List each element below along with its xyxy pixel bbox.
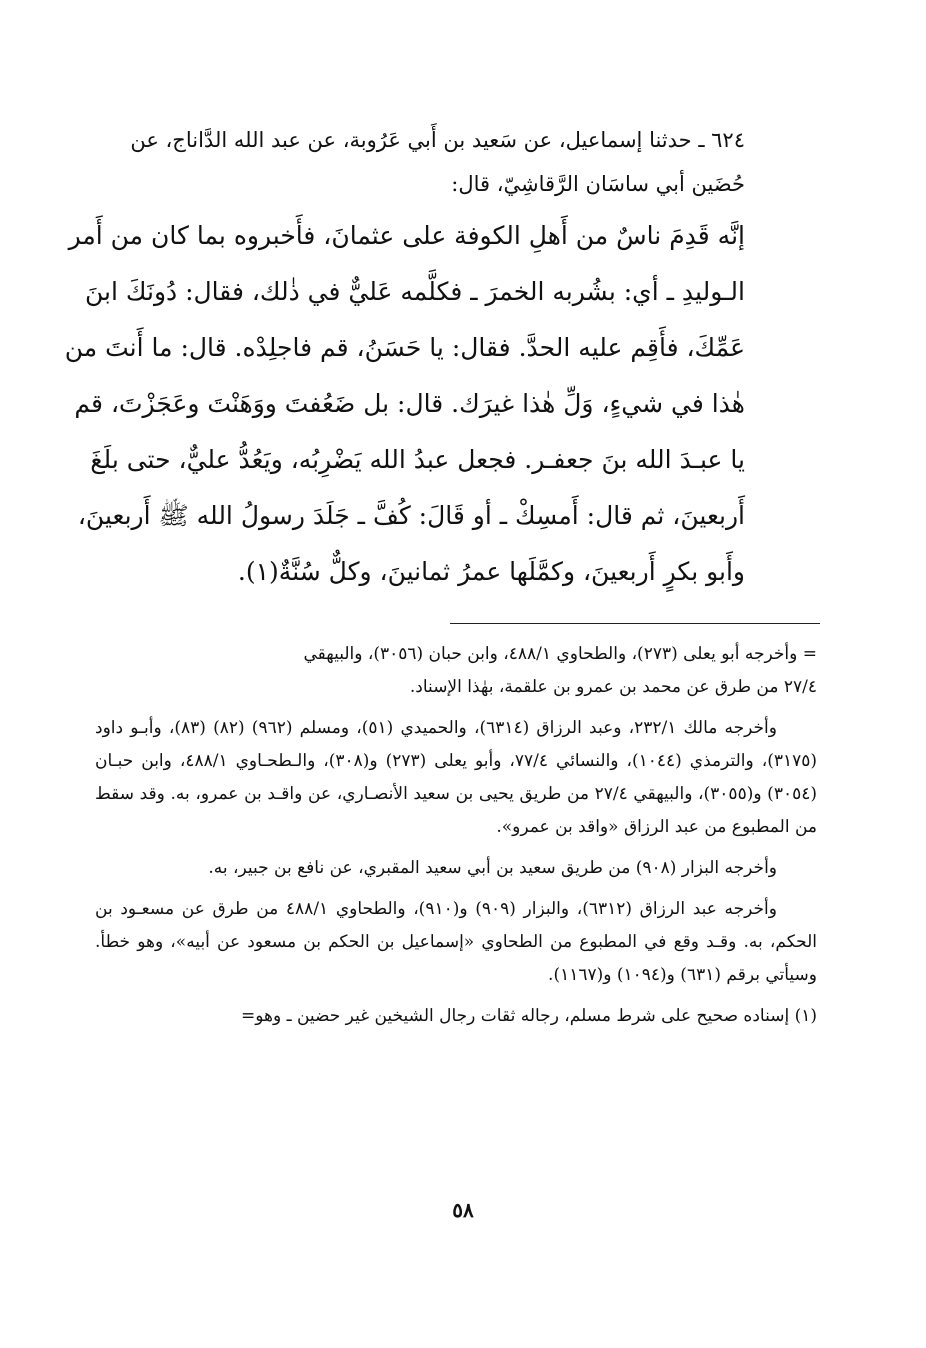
isnad-line-1: ٦٢٤ ـ حدثنا إسماعيل، عن سَعيد بن أَبي عَرُوبة، عن عبد الله الدَّاناج، عن bbox=[130, 128, 745, 152]
isnad-line-2: حُضَين أبي ساسَان الرَّقاشِيّ، قال: bbox=[451, 172, 745, 196]
hadith-line: عَمِّكَ، فأَقِم عليه الحدَّ. فقال: يا حَسَنُ، قم فاجلِدْه. قال: ما أَنتَ من bbox=[64, 333, 745, 362]
footnote-paragraph: وأخرجه البزار (٩٠٨) من طريق سعيد بن أبي سعيد المقبري، عن نافع بن جبير، به. bbox=[208, 858, 777, 878]
footnote-note-1: (١) إسناده صحيح على شرط مسلم، رجاله ثقات رجال الشيخين غير حضين ـ وهو= bbox=[240, 1006, 817, 1026]
footnote-paragraph: وأخرجه عبد الرزاق (٦٣١٢)، والبزار (٩٠٩) و(٩١٠)، والطحاوي ٤٨٨/١ من طرق عن مسعـود بن الحكم، به. وقـد وقع في المطبوع من الطحاوي «إسماعيل بن الحكم بن مسعود عن أبيه»، وهو خطأ. وسيأتي برقم (٦٣١) و(١٠٩٤) و(١١٦٧). bbox=[95, 899, 817, 985]
hadith-line: وأَبو بكرٍ أَربعينَ، وكمَّلَها عمرُ ثمانينَ، وكلٌّ سُنَّةٌ(١). bbox=[237, 557, 745, 586]
page-number: ٥٨ bbox=[452, 1198, 474, 1222]
footnotes bbox=[95, 638, 817, 1041]
hadith-text bbox=[64, 208, 745, 600]
hadith-isnad bbox=[95, 118, 745, 206]
footnote-paragraph: وأخرجه مالك ٢٣٢/١، وعبد الرزاق (٦٣١٤)، والحميدي (٥١)، ومسلم (٩٦٢) (٨٢) (٨٣)، وأبـو داود (٣١٧٥)، والترمذي (١٠٤٤)، والنسائي ٧٧/٤، وأبو يعلى (٢٧٣) و(٣٠٨)، والـطحـاوي ٤٨٨/١، وابن حبـان (٣٠٥٤) و(٣٠٥٥)، والبيهقي ٢٧/٤ من طريق يحيى بن سعيد الأنصـاري، عن واقـد بن عمرو، به. وقد سقط من المطبوع من عبد الرزاق «واقد بن عمرو». bbox=[95, 718, 817, 837]
footnote-paragraph bbox=[95, 638, 817, 704]
hadith-line: الـوليدِ ـ أي: بشُربه الخمرَ ـ فكلَّمه عَليٌّ في ذٰلك، فقال: دُونَكَ ابنَ bbox=[85, 277, 745, 306]
hadith-line: يا عبـدَ الله بنَ جعفـر. فجعل عبدُ الله يَضْرِبُه، ويَعُدُّ عليٌّ، حتى بلَغَ bbox=[90, 445, 745, 474]
hadith-line: أَربعينَ، ثم قال: أَمسِكْ ـ أو قَالَ: كُفَّ ـ جَلَدَ رسولُ الله ﷺ أَربعينَ، bbox=[77, 501, 745, 530]
footnote-separator bbox=[450, 623, 820, 624]
footnote-line: ٢٧/٤ من طرق عن محمد بن عمرو بن علقمة، بهٰذا الإسناد. bbox=[409, 677, 817, 697]
footnote-line: = وأخرجه أبو يعلى (٢٧٣)، والطحاوي ٤٨٨/١، وابن حبان (٣٠٥٦)، والبيهقي bbox=[303, 644, 817, 664]
hadith-line: هٰذا في شيءٍ، وَلِّ هٰذا غيرَك. قال: بل ضَعُفتَ ووَهَنْتَ وعَجَزْتَ، قم bbox=[74, 389, 745, 418]
hadith-line: إنَّه قَدِمَ ناسٌ من أَهلِ الكوفة على عثمانَ، فأَخبروه بما كان من أَمر bbox=[68, 221, 745, 250]
